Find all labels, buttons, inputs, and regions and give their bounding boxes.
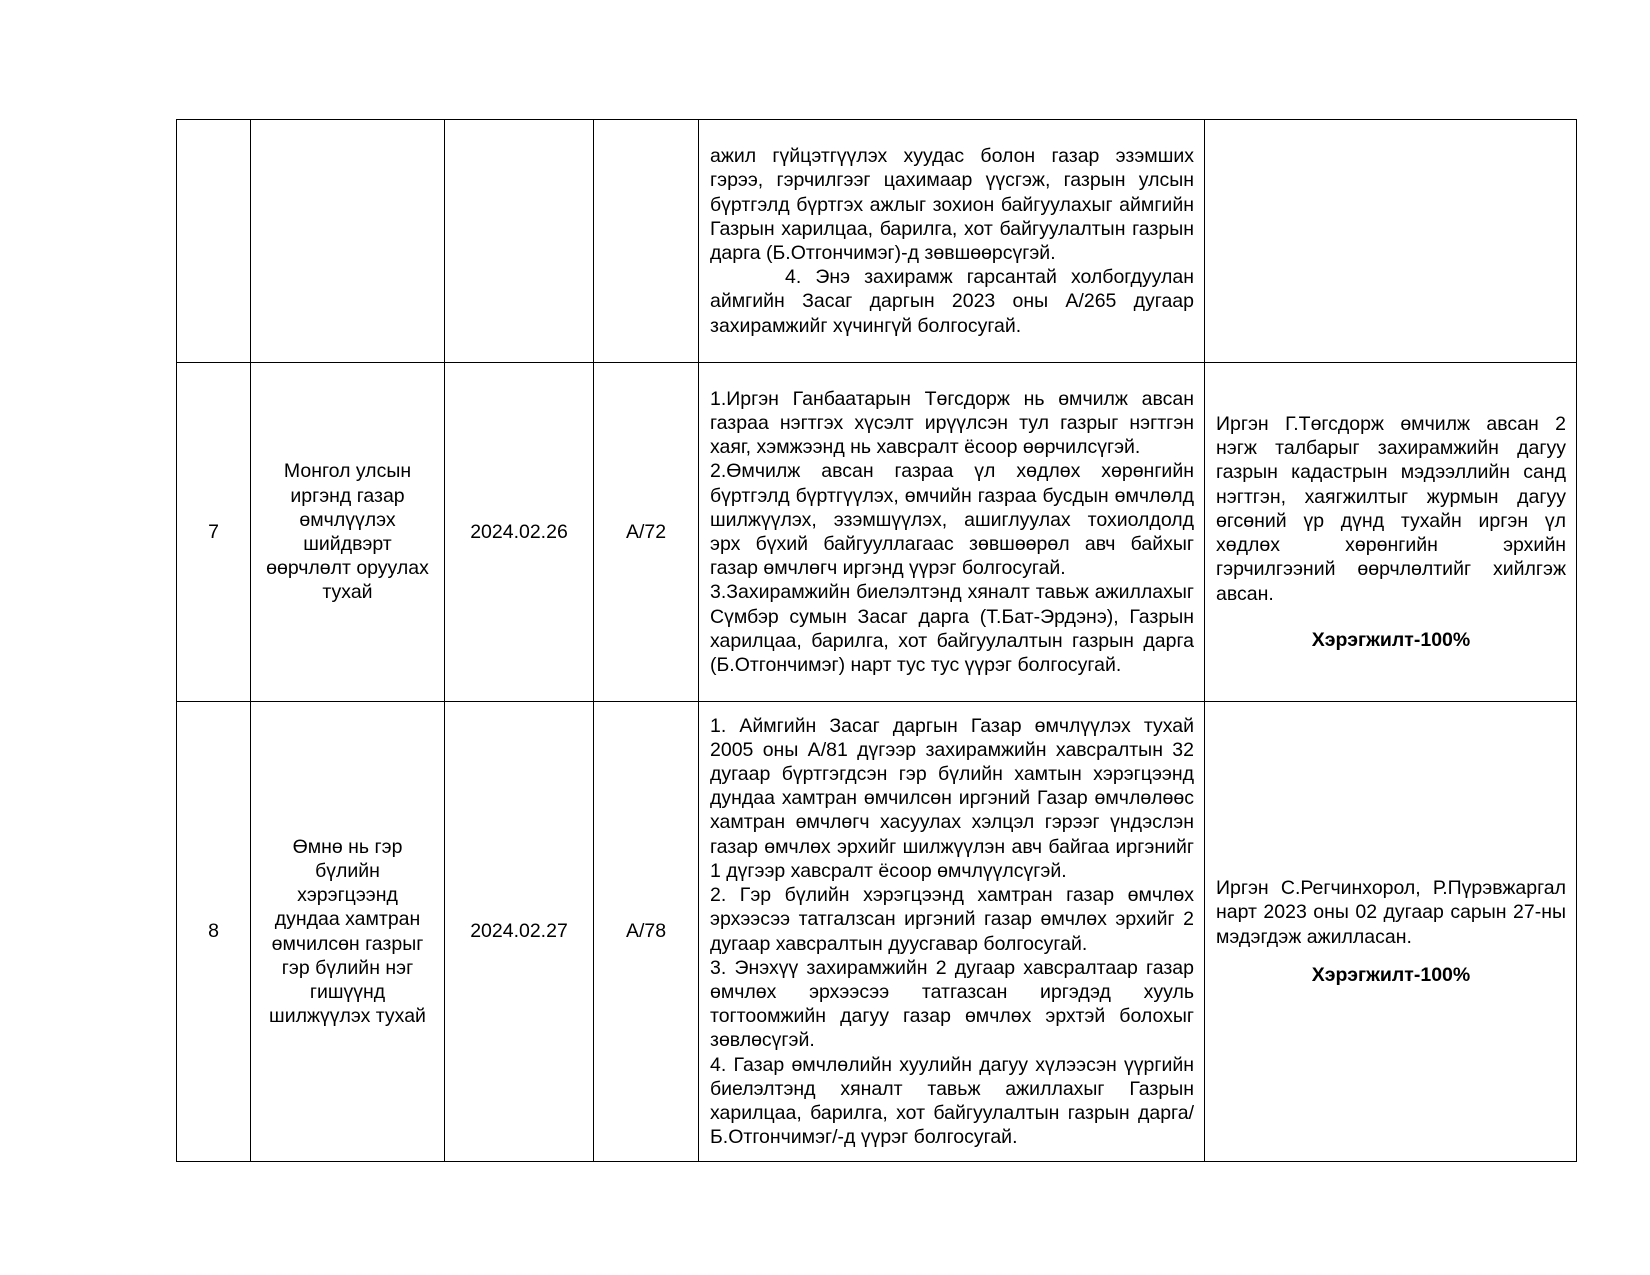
result-text: Иргэн Г.Төгсдорж өмчилж авсан 2 нэгж талбарыг захирамжийн дагуу газрын кадастрын мэдээллийн санд нэгтгэн, хаягжилтыг журмын дагуу өгсөний үр дүнд тухайн иргэн үл хөдлөх хөрөнгийн эрхийн гэрчилгээний өөрчлөлтийг хийлгэж авсан. bbox=[1216, 413, 1566, 605]
row-date-cell bbox=[445, 120, 594, 363]
row-title-cell bbox=[251, 120, 445, 363]
content-paragraph: 4. Газар өмчлөлийн хуулийн дагуу хүлээсэн үүргийн биелэлтэнд хяналт тавьж ажиллахыг Газрын харилцаа, барилга, хот байгуулалтын газрын дарга/Б.Отгончимэг/-д үүрэг болгосугай. bbox=[710, 1053, 1194, 1149]
row-title: Монгол улсын иргэнд газар өмчлүүлэх шийдвэрт өөрчлөлт оруулах тухай bbox=[266, 460, 429, 604]
table-row bbox=[177, 363, 1577, 702]
result-status: Хэрэгжилт-100% bbox=[1311, 628, 1471, 651]
row-result-cell bbox=[1205, 702, 1577, 1162]
row-date-cell: 2024.02.26 bbox=[445, 363, 594, 702]
row-title-cell bbox=[251, 363, 445, 702]
result-status: Хэрэгжилт-100% bbox=[1311, 963, 1471, 986]
table-row bbox=[177, 702, 1577, 1162]
content-paragraph: 4. Энэ захирамж гарсантай холбогдуулан аймгийн Засаг даргын 2023 оны А/265 дугаар захирамжийг хүчингүй болгосугай. bbox=[710, 266, 1194, 337]
row-content-cell bbox=[699, 702, 1205, 1162]
row-title-cell bbox=[251, 702, 445, 1162]
content-paragraph: 3.Захирамжийн биелэлтэнд хяналт тавьж ажиллахыг Сүмбэр сумын Засаг дарга (Т.Бат-Эрдэнэ), Газрын харилцаа, барилга, хот байгуулалтын газрын дарга (Б.Отгончимэг) нарт тус тус үүрэг болгосугай. bbox=[710, 581, 1194, 677]
row-number-cell: 8 bbox=[177, 702, 251, 1162]
row-content-cell bbox=[699, 363, 1205, 702]
row-code-cell bbox=[594, 120, 699, 363]
content-paragraph: 1.Иргэн Ганбаатарын Төгсдорж нь өмчилж авсан газраа нэгтгэх хүсэлт ирүүлсэн тул газрыг нэгтгэн хаяг, хэмжээнд нь хавсралт ёсоор өөрчилсүгэй. bbox=[710, 387, 1194, 459]
row-code-cell: А/72 bbox=[594, 363, 699, 702]
result-text: Иргэн С.Регчинхорол, Р.Пүрэвжаргал нарт 2023 оны 02 дугаар сарын 27-ны мэдэгдэж ажилласан. bbox=[1216, 877, 1566, 948]
row-code-cell: А/78 bbox=[594, 702, 699, 1162]
content-paragraph: 2.Өмчилж авсан газраа үл хөдлөх хөрөнгийн бүртгэлд бүртгүүлэх, өмчийн газраа бусдын өмчлөлд шилжүүлэх, эзэмшүүлэх, ашиглуулах тохиолдолд эрх бүхий байгууллагаас зөвшөөрөл авч байхыг газар өмчлөгч иргэнд үүрэг болгосугай. bbox=[710, 460, 1194, 580]
row-result-cell bbox=[1205, 363, 1577, 702]
content-paragraph: 3. Энэхүү захирамжийн 2 дугаар хавсралтаар газар өмчлөх эрхээсээ татгазсан иргэдэд хууль тогтоомжийн дагуу газар өмчлөх эрхтэй болохыг зөвлөсүгэй. bbox=[710, 956, 1194, 1052]
row-date-cell: 2024.02.27 bbox=[445, 702, 594, 1162]
row-result-cell bbox=[1205, 120, 1577, 363]
row-title: Өмнө нь гэр бүлийн хэрэгцээнд дундаа хамтран өмчилсөн газрыг гэр бүлийн нэг гишүүнд шилжүүлэх тухай bbox=[269, 835, 426, 1028]
row-number-cell: 7 bbox=[177, 363, 251, 702]
content-paragraph: 2. Гэр бүлийн хэрэгцээнд хамтран газар өмчлөх эрхээсээ татгалзсан иргэний газар өмчлөх эрхийг 2 дугаар хавсралтын дуусгавар болгосугай. bbox=[710, 884, 1194, 955]
content-paragraph: 1. Аймгийн Засаг даргын Газар өмчлүүлэх тухай 2005 оны А/81 дүгээр захирамжийн хавсралтын 32 дугаар бүртгэгдсэн гэр бүлийн хамтын хэрэгцээнд дундаа хамтран өмчилсөн иргэний Газар өмчлөлөөс хамтран өмчлөгч хасуулах хэлцэл гэрээг үндэслэн газар өмчлөх эрхийг шилжүүлэн авч байгаа иргэнийг 1 дүгээр хавсралт ёсоор өмчлүүлсүгэй. bbox=[710, 714, 1194, 882]
row-content-cell bbox=[699, 120, 1205, 363]
table-row bbox=[177, 120, 1577, 363]
content-paragraph: ажил гүйцэтгүүлэх хуудас болон газар эзэмших гэрээ, гэрчилгээг цахимаар үүсгэж, газрын улсын бүртгэлд бүртгэх ажлыг зохион байгуулахыг аймгийн Газрын харилцаа, барилга, хот байгуулалтын газрын дарга (Б.Отгончимэг)-д зөвшөөрсүгэй. bbox=[710, 145, 1194, 264]
decisions-table bbox=[176, 119, 1577, 1162]
row-number-cell bbox=[177, 120, 251, 363]
